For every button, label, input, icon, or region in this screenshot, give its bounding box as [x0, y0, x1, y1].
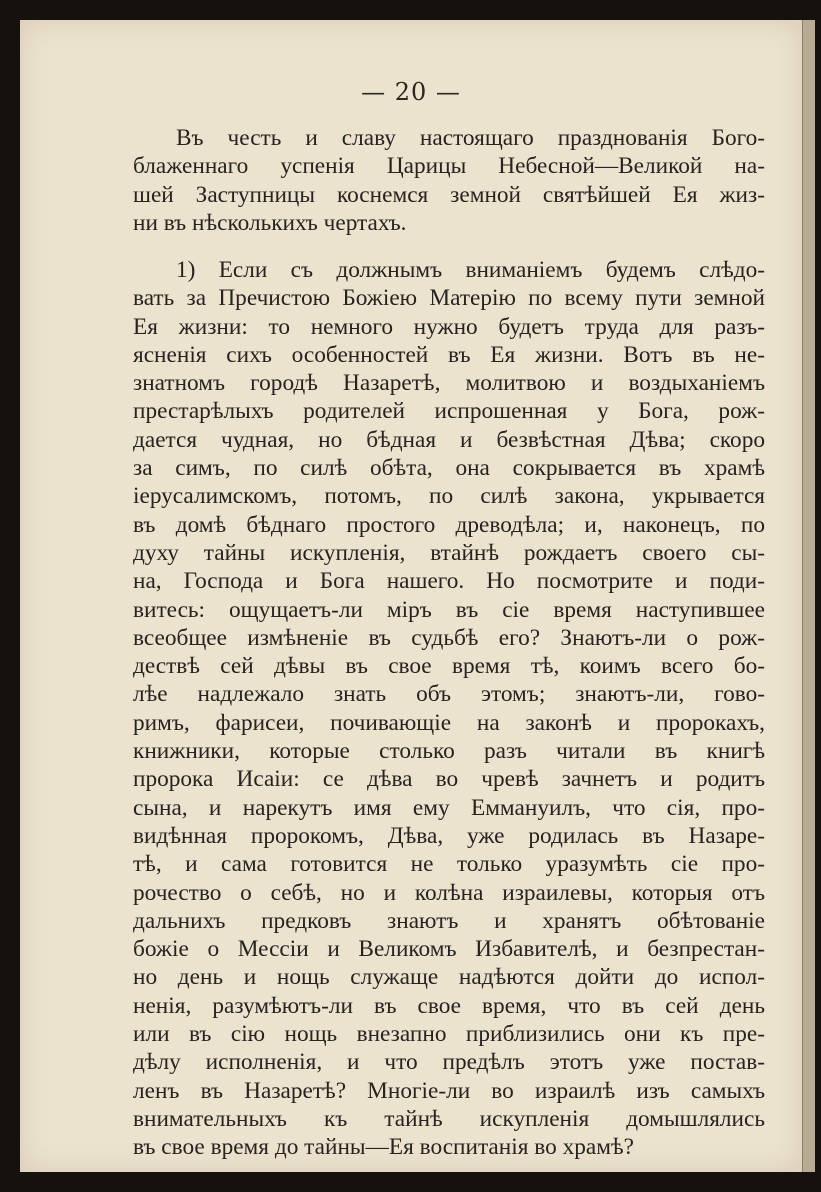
paragraph [133, 124, 765, 237]
text-line: витесь: ощущаетъ-ли міръ въ сіе время наступившее [133, 596, 765, 623]
text-line: римъ, фарисеи, почивающіе на законѣ и пророкахъ, [133, 709, 765, 736]
text-line: или въ сію нощь внезапно приблизились они къ пре- [133, 1021, 765, 1048]
text-line: внимательныхъ къ тайнѣ искупленія домышлялись [133, 1105, 765, 1132]
text-line: но день и нощь служаще надѣются дойти до испол- [133, 964, 765, 991]
text-line: въ домѣ бѣднаго простого древодѣла; и, наконецъ, по [133, 511, 765, 538]
text-line: видѣнная пророкомъ, Дѣва, уже родилась въ Назаре- [133, 822, 765, 849]
text-line: рочество о себѣ, но и колѣна израилевы, которыя отъ [133, 879, 765, 906]
text-line: престарѣлыхъ родителей испрошенная у Бога, рож- [133, 398, 765, 425]
text-line: знатномъ городѣ Назаретѣ, молитвою и воздыханіемъ [133, 370, 765, 397]
page-number: — 20 — [361, 78, 461, 106]
text-line: ленъ въ Назаретѣ? Многіе-ли во израилѣ изъ самыхъ [133, 1077, 765, 1104]
book-page [20, 20, 802, 1172]
text-line: дествѣ сей дѣвы въ свое время тѣ, коимъ всего бо- [133, 653, 765, 680]
text-line: духу тайны искупленія, втайнѣ рождаетъ своего сы- [133, 539, 765, 566]
text-line: лѣе надлежало знать объ этомъ; знаютъ-ли, гово- [133, 681, 765, 708]
text-line: божіе о Мессіи и Великомъ Избавителѣ, и безпрестан- [133, 936, 765, 963]
text-line: шей Заступницы коснемся земной святѣйшей Ея жиз- [133, 181, 765, 208]
text-line: тѣ, и сама готовится не только уразумѣть сіе про- [133, 851, 765, 878]
text-line: пророка Исаіи: се дѣва во чревѣ зачнетъ и родитъ [133, 766, 765, 793]
text-line: ни въ нѣсколькихъ чертахъ. [133, 209, 407, 236]
text-line: іерусалимскомъ, потомъ, по силѣ закона, укрывается [133, 483, 765, 510]
text-line: Ея жизни: то немного нужно будетъ труда для разъ- [133, 313, 765, 340]
paragraph [133, 256, 765, 1162]
text-line: ясненія сихъ особенностей въ Ея жизни. Вотъ въ не- [133, 341, 765, 368]
text-line: ненія, разумѣютъ-ли въ свое время, что въ сей день [133, 992, 765, 1019]
text-line: на, Господа и Бога нашего. Но посмотрите и поди- [133, 568, 765, 595]
text-line: дѣлу исполненія, и что предѣлъ этотъ уже постав- [133, 1049, 765, 1076]
text-line: Въ честь и славу настоящаго празднованія Бого- [176, 125, 765, 151]
text-line: дается чудная, но бѣдная и безвѣстная Дѣва; скоро [133, 426, 765, 453]
text-line: дальнихъ предковъ знаютъ и хранятъ обѣтованіе [133, 907, 765, 934]
text-line: 1) Если съ должнымъ вниманіемъ будемъ слѣдо- [176, 257, 765, 283]
text-line: вать за Пречистою Божіею Матерію по всему пути земной [133, 285, 765, 312]
text-line: блаженнаго успенія Царицы Небесной—Великой на- [133, 153, 765, 180]
text-line: въ свое время до тайны—Ея воспитанія во храмѣ? [133, 1134, 634, 1161]
page-edge [802, 20, 815, 1172]
text-line: за симъ, по силѣ обѣта, она сокрывается въ храмѣ [133, 455, 765, 482]
text-line: всеобщее измѣненіе въ судьбѣ его? Знаютъ-ли о рож- [133, 624, 765, 651]
text-line: книжники, которые столько разъ читали въ книгѣ [133, 738, 765, 765]
text-line: сына, и нарекутъ имя ему Еммануилъ, что сія, про- [133, 794, 765, 821]
